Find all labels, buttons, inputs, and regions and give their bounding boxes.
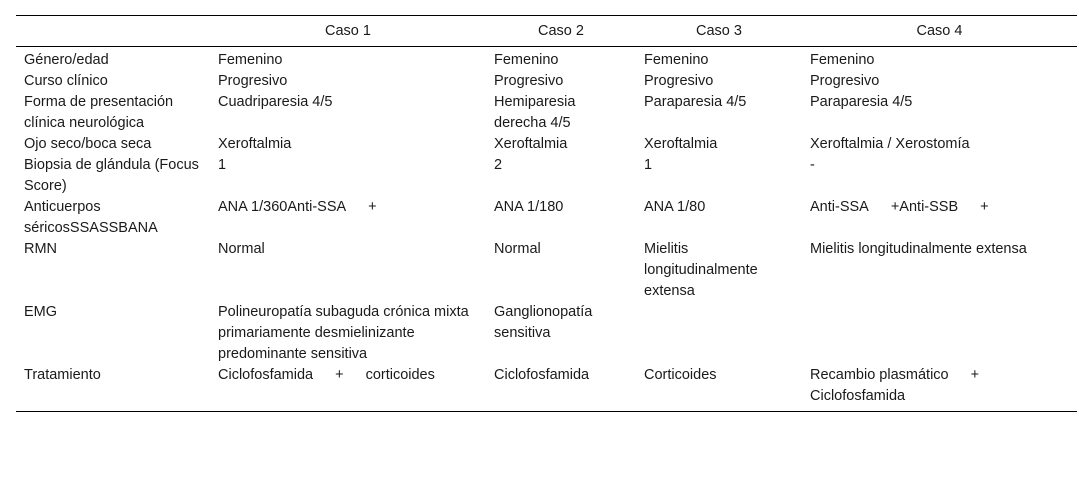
row-label: Forma de presentación clínica neurológica — [24, 94, 174, 131]
header-row — [16, 16, 1077, 47]
cell: Corticoides — [644, 367, 717, 383]
cell: Progresivo — [810, 73, 880, 89]
header-caso-3: Caso 3 — [696, 22, 742, 39]
row-label: Biopsia de glándula (Focus Score) — [24, 157, 199, 194]
cell-text: +Anti-SSB — [890, 199, 959, 215]
plus-sign: + — [980, 199, 989, 215]
cell: Ciclofosfamida — [494, 367, 590, 383]
cell-text: ANA 1/360Anti-SSA — [218, 199, 347, 215]
cell — [210, 365, 486, 412]
cell: Femenino — [644, 52, 709, 68]
cell: 1 — [644, 157, 653, 173]
cell: Normal — [494, 241, 541, 257]
cell: Normal — [218, 241, 265, 257]
cell: Xeroftalmia — [644, 136, 718, 152]
cell — [210, 197, 486, 239]
cell — [802, 197, 1077, 239]
row-label: Anticuerpos séricosSSASSBANA — [24, 199, 158, 236]
cell: Polineuropatía subaguda crónica mixta primariamente desmielinizante predominante sensitiva — [218, 304, 469, 362]
cell: Cuadriparesia 4/5 — [218, 94, 333, 110]
plus-sign: + — [970, 367, 980, 383]
cell-text: Ciclofosfamida — [218, 367, 314, 383]
header-empty — [16, 16, 210, 47]
clinical-cases-table — [16, 15, 1077, 412]
table-row — [16, 302, 1077, 365]
cell-text: Ciclofosfamida — [810, 388, 906, 404]
header-caso-1: Caso 1 — [325, 22, 371, 39]
cell: Progresivo — [644, 73, 714, 89]
cell: Femenino — [810, 52, 875, 68]
table-row — [16, 239, 1077, 302]
table-row — [16, 134, 1077, 155]
header-caso-4: Caso 4 — [916, 22, 963, 39]
cell: Hemiparesia derecha 4/5 — [494, 94, 576, 131]
cell: Femenino — [218, 52, 283, 68]
table-row — [16, 47, 1077, 72]
plus-sign: + — [368, 199, 377, 215]
cell — [802, 365, 1077, 412]
row-label: RMN — [24, 241, 58, 257]
cell: Xeroftalmia — [218, 136, 292, 152]
cell: Progresivo — [494, 73, 564, 89]
cell: - — [810, 157, 815, 173]
cell: Paraparesia 4/5 — [810, 94, 913, 110]
row-label: Ojo seco/boca seca — [24, 136, 152, 152]
cell: Mielitis longitudinalmente extensa — [810, 241, 1027, 257]
header-caso-2: Caso 2 — [538, 22, 584, 39]
row-label: Género/edad — [24, 52, 109, 68]
table-row — [16, 71, 1077, 92]
cell — [636, 302, 802, 365]
table-row — [16, 197, 1077, 239]
cell: Xeroftalmia — [494, 136, 568, 152]
cell: 2 — [494, 157, 503, 173]
cell: Xeroftalmia / Xerostomía — [810, 136, 970, 152]
table-row — [16, 365, 1077, 412]
cell — [802, 302, 1077, 365]
row-label: Curso clínico — [24, 73, 108, 89]
cell: 1 — [218, 157, 227, 173]
cell: Progresivo — [218, 73, 288, 89]
cell-text: Anti-SSA — [810, 199, 869, 215]
plus-sign: + — [335, 367, 344, 383]
cell-text: corticoides — [365, 367, 435, 383]
cell: Femenino — [494, 52, 559, 68]
cell-text: Recambio plasmático — [810, 367, 949, 383]
cell: ANA 1/80 — [644, 199, 706, 215]
row-label: EMG — [24, 304, 58, 320]
cell: ANA 1/180 — [494, 199, 564, 215]
table-row — [16, 92, 1077, 134]
row-label: Tratamiento — [24, 367, 101, 383]
cell: Paraparesia 4/5 — [644, 94, 747, 110]
cell: Ganglionopatía sensitiva — [494, 304, 593, 341]
table-row — [16, 155, 1077, 197]
cell: Mielitis longitudinalmente extensa — [644, 241, 758, 299]
